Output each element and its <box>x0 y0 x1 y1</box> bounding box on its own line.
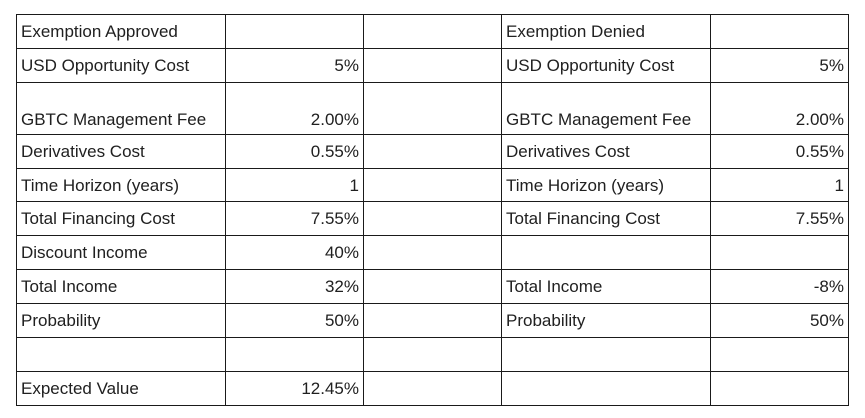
exemption-table <box>16 14 849 406</box>
left-value-cell[interactable]: 2.00% <box>226 83 364 135</box>
left-value-cell[interactable]: 5% <box>226 49 364 83</box>
right-label-cell[interactable]: Exemption Denied <box>502 15 711 49</box>
left-label-cell[interactable]: Total Financing Cost <box>17 202 226 236</box>
right-value-cell[interactable] <box>711 338 849 372</box>
left-value-cell[interactable]: 1 <box>226 169 364 202</box>
right-label-cell[interactable]: Total Income <box>502 270 711 304</box>
left-label-cell[interactable]: Exemption Approved <box>17 15 226 49</box>
right-label-cell[interactable]: Derivatives Cost <box>502 135 711 169</box>
left-value-cell[interactable] <box>226 338 364 372</box>
spacer-cell[interactable] <box>364 135 502 169</box>
left-label-cell[interactable]: Expected Value <box>17 372 226 406</box>
right-value-cell[interactable]: 50% <box>711 304 849 338</box>
right-value-cell[interactable]: -8% <box>711 270 849 304</box>
left-value-cell[interactable]: 12.45% <box>226 372 364 406</box>
left-value-cell[interactable] <box>226 15 364 49</box>
spacer-cell[interactable] <box>364 304 502 338</box>
left-label-cell[interactable]: GBTC Management Fee <box>17 83 226 135</box>
spacer-cell[interactable] <box>364 338 502 372</box>
left-value-cell[interactable]: 7.55% <box>226 202 364 236</box>
spacer-cell[interactable] <box>364 372 502 406</box>
left-label-cell[interactable]: Derivatives Cost <box>17 135 226 169</box>
spacer-cell[interactable] <box>364 270 502 304</box>
right-label-cell[interactable]: GBTC Management Fee <box>502 83 711 135</box>
right-value-cell[interactable]: 0.55% <box>711 135 849 169</box>
table-row <box>17 338 849 372</box>
left-label-cell[interactable]: Time Horizon (years) <box>17 169 226 202</box>
spacer-cell[interactable] <box>364 202 502 236</box>
table-row <box>17 372 849 406</box>
spreadsheet-grid <box>16 14 849 406</box>
table-row <box>17 202 849 236</box>
left-label-cell[interactable]: Total Income <box>17 270 226 304</box>
right-value-cell[interactable]: 7.55% <box>711 202 849 236</box>
left-label-cell[interactable]: USD Opportunity Cost <box>17 49 226 83</box>
spacer-cell[interactable] <box>364 83 502 135</box>
right-label-cell[interactable]: Probability <box>502 304 711 338</box>
table-row <box>17 15 849 49</box>
right-label-cell[interactable]: Total Financing Cost <box>502 202 711 236</box>
left-value-cell[interactable]: 50% <box>226 304 364 338</box>
table-row <box>17 169 849 202</box>
table-row <box>17 304 849 338</box>
right-label-cell[interactable]: USD Opportunity Cost <box>502 49 711 83</box>
table-row <box>17 49 849 83</box>
spacer-cell[interactable] <box>364 49 502 83</box>
right-value-cell[interactable]: 1 <box>711 169 849 202</box>
table-row <box>17 83 849 135</box>
right-label-cell[interactable] <box>502 236 711 270</box>
right-value-cell[interactable]: 2.00% <box>711 83 849 135</box>
right-value-cell[interactable] <box>711 372 849 406</box>
spacer-cell[interactable] <box>364 169 502 202</box>
table-row <box>17 270 849 304</box>
right-label-cell[interactable] <box>502 372 711 406</box>
left-value-cell[interactable]: 40% <box>226 236 364 270</box>
left-label-cell[interactable] <box>17 338 226 372</box>
table-row <box>17 135 849 169</box>
left-value-cell[interactable]: 32% <box>226 270 364 304</box>
right-label-cell[interactable] <box>502 338 711 372</box>
spacer-cell[interactable] <box>364 236 502 270</box>
right-label-cell[interactable]: Time Horizon (years) <box>502 169 711 202</box>
right-value-cell[interactable] <box>711 15 849 49</box>
right-value-cell[interactable] <box>711 236 849 270</box>
left-value-cell[interactable]: 0.55% <box>226 135 364 169</box>
right-value-cell[interactable]: 5% <box>711 49 849 83</box>
spacer-cell[interactable] <box>364 15 502 49</box>
left-label-cell[interactable]: Probability <box>17 304 226 338</box>
table-row <box>17 236 849 270</box>
left-label-cell[interactable]: Discount Income <box>17 236 226 270</box>
